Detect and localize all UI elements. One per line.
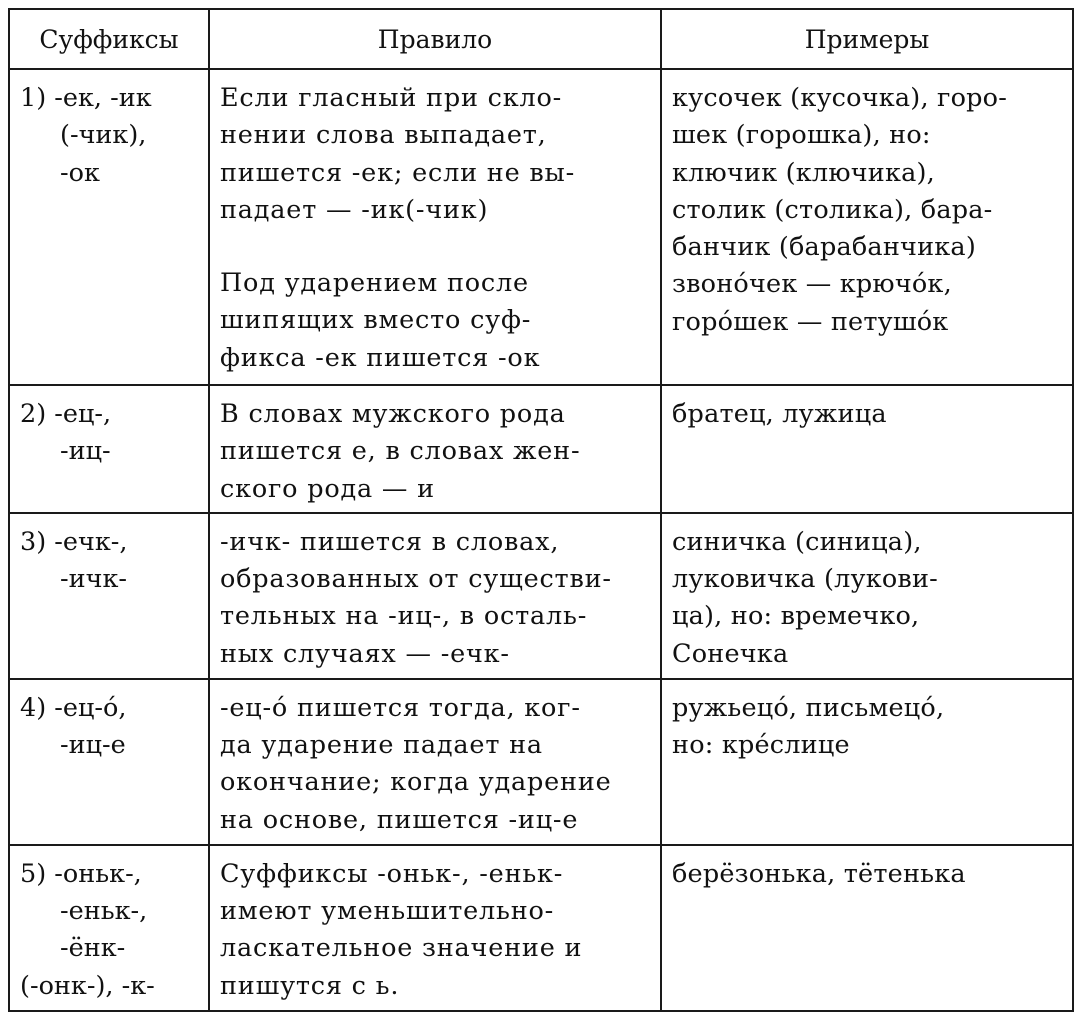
rule-cell [209,513,661,679]
example-line: синичка (синица), [672,526,922,557]
rule-line: пишется -ек; если не вы- [220,157,576,188]
rule-line: нении слова выпадает, [220,120,547,151]
paragraph-gap [220,229,650,265]
suffix-line: 5) -оньк-, [20,858,142,889]
table-row [9,679,1073,845]
rule-cell [209,845,661,1011]
header-rule: Правило [209,9,661,69]
rule-line: ского рода — и [220,473,435,504]
suffix-line: 3) -ечк-, [20,526,128,557]
example-line: братец, лужица [672,399,887,429]
example-line: звонóчек — крючóк, [672,269,952,300]
suffix-cell [9,69,209,385]
example-line: ключик (ключика), [672,157,935,188]
example-cell [661,845,1073,1011]
rule-line: тельных на -иц-, в осталь- [220,601,588,632]
example-line: горóшек — петушóк [672,306,949,337]
table-header-row [9,9,1073,69]
example-line: столик (столика), бара- [672,194,993,225]
suffix-line: -иц- [60,436,111,467]
rule-line: Суффиксы -оньк-, -еньк- [220,858,564,889]
rule-line: образованных от существи- [220,564,612,595]
suffix-line: -ёнк- [60,933,126,964]
suffix-cell [9,845,209,1011]
example-line: ца), но: времечко, [672,601,920,632]
table-row [9,845,1073,1011]
example-cell [661,679,1073,845]
example-line: но: крéслице [672,730,850,761]
rule-line: падает — -ик(-чик) [220,194,489,225]
rule-line: имеют уменьшительно- [220,896,555,927]
example-line: Сонечка [672,638,789,669]
suffix-line: 1) -ек, -ик [20,83,152,113]
suffix-line: -иц-е [60,730,126,761]
rule-line: -ец-ó пишется тогда, ког- [220,692,581,723]
example-cell [661,385,1073,513]
rule-line: -ичк- пишется в словах, [220,526,560,557]
suffix-line: -ок [60,157,100,188]
suffix-line: (-онк-), -к- [20,970,155,1001]
rule-line: Под ударением после [220,268,529,299]
suffix-line: (-чик), [60,120,147,151]
rule-line: ных случаях — -ечк- [220,638,510,669]
rule-line: В словах мужского рода [220,399,566,429]
example-line: луковичка (лукови- [672,564,938,595]
suffix-cell [9,385,209,513]
example-line: кусочек (кусочка), горо- [672,83,1008,113]
table-row [9,513,1073,679]
rule-cell [209,69,661,385]
suffix-line: 4) -ец-ó, [20,692,127,723]
rule-line: да ударение падает на [220,730,543,761]
rule-line: ласкательное значение и [220,933,583,964]
table-row [9,385,1073,513]
example-cell [661,69,1073,385]
example-line: банчик (барабанчика) [672,232,976,263]
suffix-line: 2) -ец-, [20,399,112,429]
rule-cell [209,679,661,845]
table-row [9,69,1073,385]
example-line: ружьецó, письмецó, [672,692,945,723]
example-line: шек (горошка), но: [672,120,931,151]
suffix-rules-table [8,8,1074,1012]
rule-line: пишется е, в словах жен- [220,436,581,467]
suffix-line: -ичк- [60,564,128,595]
rule-line: на основе, пишется -иц-е [220,804,579,835]
rule-line: Если гласный при скло- [220,83,563,113]
rule-line: пишутся с ь. [220,970,400,1001]
suffix-line: -еньк-, [60,896,148,927]
rule-line: шипящих вместо суф- [220,305,532,336]
header-suffixes: Суффиксы [9,9,209,69]
suffix-cell [9,679,209,845]
rule-cell [209,385,661,513]
suffix-cell [9,513,209,679]
rule-line: фикса -ек пишется -ок [220,342,541,373]
example-cell [661,513,1073,679]
rule-line: окончание; когда ударение [220,767,612,798]
example-line: берёзонька, тётенька [672,858,966,889]
header-examples: Примеры [661,9,1073,69]
